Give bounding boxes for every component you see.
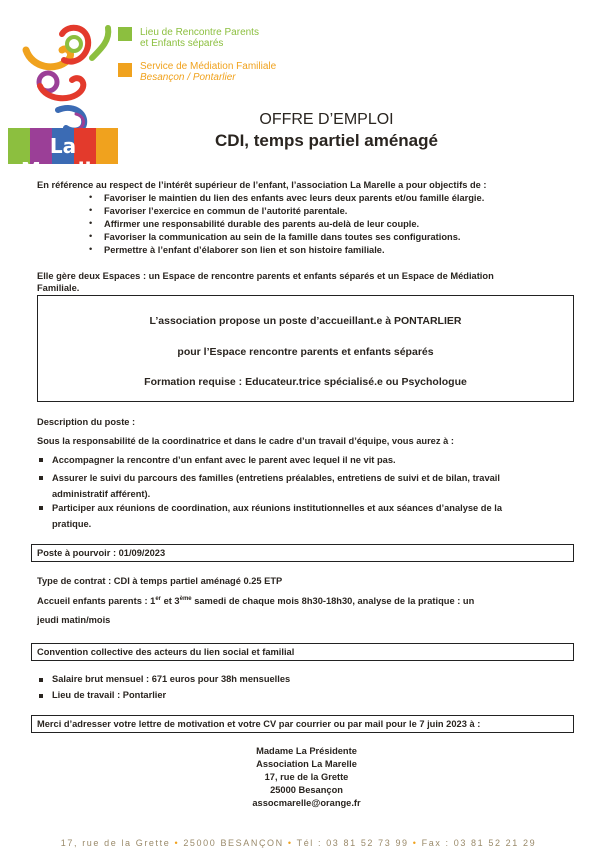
poste-box (31, 544, 574, 562)
footer (0, 838, 597, 848)
intro-text: En référence au respect de l’intérêt supérieur de l’enfant, l’association La Marelle a pour objectifs de : (37, 180, 487, 190)
footer-address: 17, rue de la Grette (60, 838, 171, 848)
header-line-4: Besançon / Pontarlier (140, 72, 236, 83)
address-line: 25000 Besançon (270, 785, 343, 795)
header-line-2: et Enfants séparés (140, 38, 224, 49)
accueil-text-2: jeudi matin/mois (37, 615, 111, 625)
bullet-dot-icon: • (89, 192, 93, 202)
header-line-1: Lieu de Rencontre Parents (140, 27, 259, 38)
description-item-cont: administratif afférent). (52, 489, 151, 499)
objective-item: Favoriser le maintien du lien des enfants avec leurs deux parents et/ou famille élargie. (104, 193, 485, 203)
address-line: 17, rue de la Grette (264, 772, 349, 782)
spaces-text-1: Elle gère deux Espaces : un Espace de rencontre parents et enfants séparés et un Espace de Médiation (37, 271, 494, 281)
objective-item: Affirmer une responsabilité durable des parents au-delà de leur couple. (104, 219, 420, 229)
poste-text: Poste à pourvoir : 01/09/2023 (37, 548, 166, 558)
footer-fax: Fax : 03 81 52 21 29 (421, 838, 537, 848)
bullet-square-icon (39, 678, 43, 682)
footer-phone: Tél : 03 81 52 73 99 (296, 838, 409, 848)
description-item: Assurer le suivi du parcours des familles (entretiens préalables, entretiens de suivi et de bilan, travail (52, 473, 500, 483)
objective-item: Permettre à l’enfant d’élaborer son lien et son histoire familiale. (104, 245, 385, 255)
footer-city: 25000 BESANÇON (183, 838, 284, 848)
description-item-cont: pratique. (52, 519, 92, 529)
address-line: Association La Marelle (256, 759, 357, 769)
footer-separator: • (287, 838, 293, 848)
workplace-text: Lieu de travail : Pontarlier (52, 690, 167, 700)
page-title: OFFRE D’EMPLOI (259, 111, 394, 128)
bullet-square-icon (39, 458, 43, 462)
footer-separator: • (412, 838, 418, 848)
logo-text: La Marelle (20, 134, 106, 182)
footer-separator: • (174, 838, 180, 848)
bullet-square-icon (39, 694, 43, 698)
box-line-2: pour l’Espace rencontre parents et enfants séparés (177, 346, 434, 358)
orange-square-icon (118, 63, 132, 77)
bullet-dot-icon: • (89, 231, 93, 241)
address-email[interactable]: assocmarelle@orange.fr (252, 798, 361, 808)
accueil-text: Accueil enfants parents : 1er et 3ème samedi de chaque mois 8h30-18h30, analyse de la pratique : un (37, 595, 475, 606)
description-heading: Description du poste : (37, 417, 136, 427)
spaces-text-2: Familiale. (37, 283, 80, 293)
apply-box (31, 715, 574, 733)
apply-text: Merci d’adresser votre lettre de motivation et votre CV par courrier ou par mail pour le 7 juin 2023 à : (37, 719, 481, 729)
description-item: Accompagner la rencontre d’un enfant avec le parent avec lequel il ne vit pas. (52, 455, 396, 465)
convention-text: Convention collective des acteurs du lien social et familial (37, 647, 295, 657)
page-subtitle: CDI, temps partiel aménagé (215, 131, 438, 150)
header-line-3: Service de Médiation Familiale (140, 61, 277, 72)
bullet-dot-icon: • (89, 205, 93, 215)
address-line: Madame La Présidente (256, 746, 357, 756)
description-intro: Sous la responsabilité de la coordinatrice et dans le cadre d’un travail d’équipe, vous aurez à : (37, 436, 454, 446)
bullet-square-icon (39, 476, 43, 480)
objective-item: Favoriser l’exercice en commun de l’autorité parentale. (104, 206, 348, 216)
contract-text: Type de contrat : CDI à temps partiel aménagé 0.25 ETP (37, 576, 283, 586)
bullet-dot-icon: • (89, 244, 93, 254)
job-offer-box (37, 295, 574, 402)
bullet-square-icon (39, 506, 43, 510)
description-item: Participer aux réunions de coordination, aux réunions institutionnelles et aux séances d’analyse de la (52, 503, 502, 513)
box-line-3: Formation requise : Educateur.trice spécialisé.e ou Psychologue (144, 376, 467, 388)
box-line-1: L’association propose un poste d’accueillant.e à PONTARLIER (149, 315, 462, 327)
objective-item: Favoriser la communication au sein de la famille dans toutes ses configurations. (104, 232, 461, 242)
bullet-dot-icon: • (89, 218, 93, 228)
salary-text: Salaire brut mensuel : 671 euros pour 38h mensuelles (52, 674, 291, 684)
convention-box (31, 643, 574, 661)
green-square-icon (118, 27, 132, 41)
